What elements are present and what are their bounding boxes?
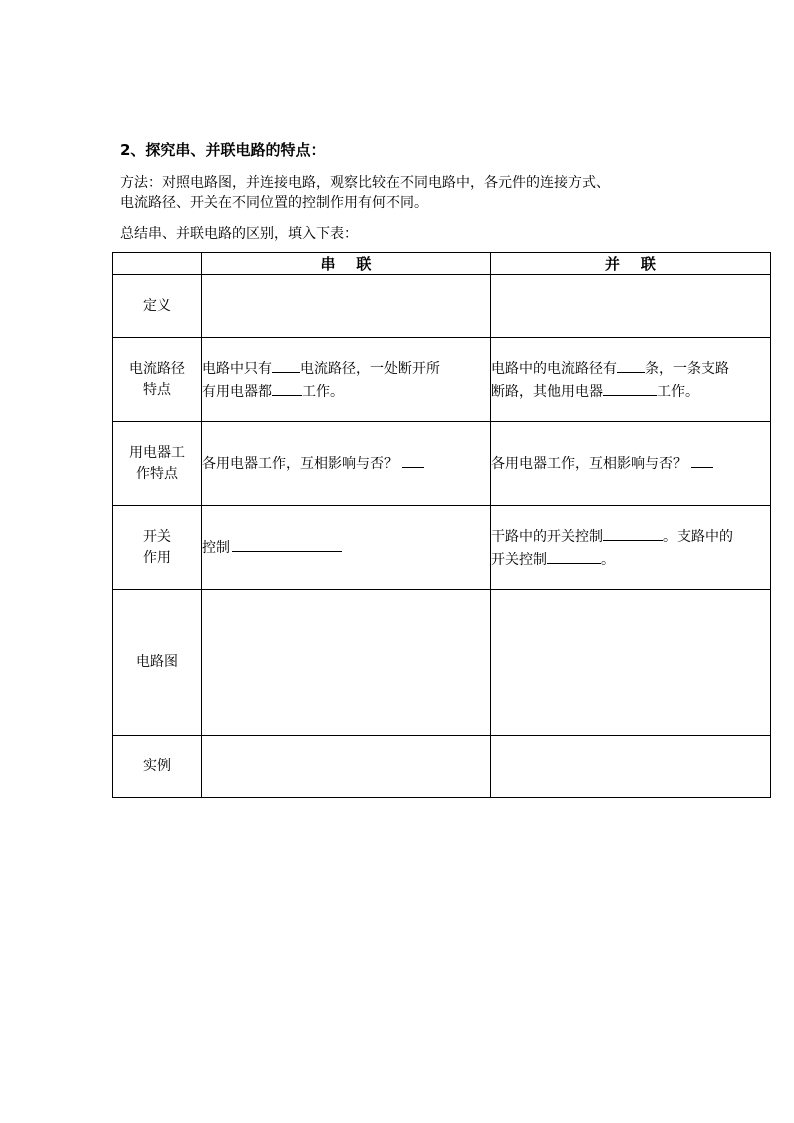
switch-parallel-text-1: 干路中的开关控制 [491,528,603,545]
row-label-definition: 定义 [113,275,202,338]
appliance-series-text: 各用电器工作，互相影响与否？ [202,456,398,472]
definition-parallel-cell[interactable] [491,275,771,338]
fill-blank[interactable] [232,536,342,552]
fill-blank[interactable] [272,380,302,396]
table-row-diagram [113,590,771,736]
method-text-line1: 方法：对照电路图，并连接电路，观察比较在不同电路中，各元件的连接方式、 [120,175,610,191]
row-label-appliance-line1: 用电器工 [129,444,185,461]
diagram-parallel-cell[interactable] [491,590,771,736]
appliance-parallel-text: 各用电器工作，互相影响与否？ [491,456,687,472]
current-path-series-cell [202,338,491,422]
summary-instruction: 总结串、并联电路的区别，填入下表： [120,226,358,242]
current-series-text-2: 电流路径，一处断开所 [300,360,440,377]
fill-blank[interactable] [547,548,601,564]
current-parallel-text-3: 断路，其他用电器 [491,383,603,400]
switch-parallel-text-2: 。支路中的 [663,528,733,545]
example-series-cell[interactable] [202,736,491,798]
row-label-switch [113,506,202,590]
table-row-appliance [113,422,771,506]
fill-blank[interactable] [272,357,300,373]
appliance-series-cell [202,422,491,506]
appliance-parallel-cell [491,422,771,506]
fill-blank[interactable] [617,357,645,373]
fill-blank[interactable] [603,525,663,541]
current-path-parallel-cell [491,338,771,422]
current-series-text-4: 工作。 [302,383,344,400]
header-parallel: 并 联 [491,253,771,275]
fill-blank[interactable] [402,452,424,468]
comparison-table [112,252,771,798]
row-label-switch-line1: 开关 [143,528,171,545]
switch-series-text: 控制 [202,540,230,556]
current-parallel-text-1: 电路中的电流路径有 [491,360,617,377]
current-parallel-text-2: 条，一条支路 [645,360,729,377]
switch-series-cell [202,506,491,590]
diagram-series-cell[interactable] [202,590,491,736]
switch-parallel-text-4: 。 [601,551,615,568]
table-row-current-path [113,338,771,422]
definition-series-cell[interactable] [202,275,491,338]
section-heading: 2、探究串、并联电路的特点： [120,141,326,159]
row-label-switch-line2: 作用 [143,549,171,566]
row-label-example: 实例 [113,736,202,798]
current-series-text-3: 有用电器都 [202,383,272,400]
header-corner [113,253,202,275]
current-parallel-text-4: 工作。 [657,383,699,400]
row-label-appliance [113,422,202,506]
current-series-text-1: 电路中只有 [202,360,272,377]
table-row-switch [113,506,771,590]
row-label-appliance-line2: 作特点 [136,465,178,482]
method-text-line2: 电流路径、开关在不同位置的控制作用有何不同。 [120,195,428,211]
fill-blank[interactable] [691,452,713,468]
table-header-row [113,253,771,275]
table-row-definition [113,275,771,338]
row-label-diagram: 电路图 [113,590,202,736]
switch-parallel-cell [491,506,771,590]
switch-parallel-text-3: 开关控制 [491,551,547,568]
row-label-current-path [113,338,202,422]
row-label-current-path-line1: 电流路径 [129,360,185,377]
row-label-current-path-line2: 特点 [143,381,171,398]
example-parallel-cell[interactable] [491,736,771,798]
header-series: 串 联 [202,253,491,275]
fill-blank[interactable] [603,380,657,396]
table-row-example [113,736,771,798]
